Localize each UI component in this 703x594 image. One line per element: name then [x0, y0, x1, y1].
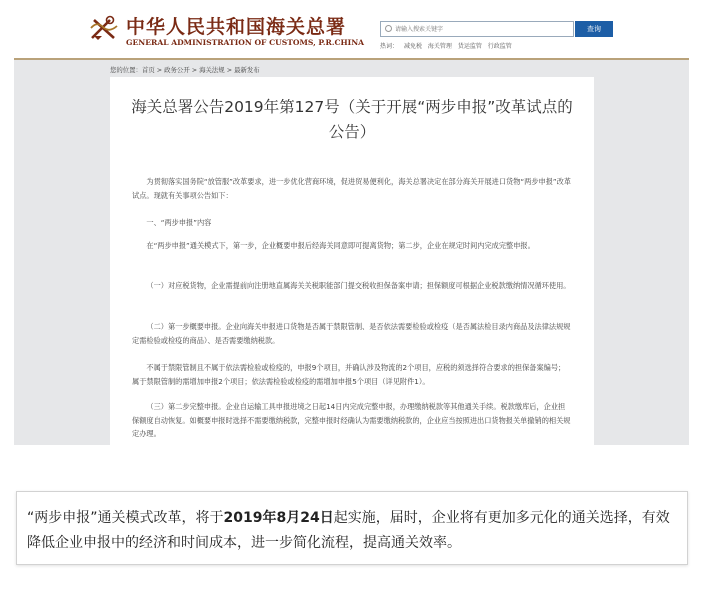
caption-date: 2019年8月24日 — [223, 510, 334, 526]
site-name-english: GENERAL ADMINISTRATION OF CUSTOMS, P.R.CHINA — [126, 38, 365, 47]
caption-text — [27, 506, 677, 556]
document-paragraph: （二）第一步概要申报。企业向海关申报进口货物是否属于禁限管制、是否依法需要检验或检疫（是否属法检目录内商品及法律法规规定需检验或检疫的商品）、是否需要缴纳税款。 — [132, 322, 571, 345]
document-page — [110, 77, 594, 445]
document-title-line: 海关总署公告2019年第127号（关于开展“两步申报”改革试点的 — [131, 98, 573, 116]
document-paragraph: 为贯彻落实国务院“放管服”改革要求，进一步优化营商环境，促进贸易便利化，海关总署决定在部分海关开展进口货物“两步申报”改革试点。现就有关事项公告如下： — [132, 177, 571, 200]
document-paragraph: 在“两步申报”通关模式下，第一步，企业概要申报后经海关同意即可提离货物；第二步，企业在规定时间内完成完整申报。 — [146, 241, 535, 250]
customs-emblem-icon — [88, 12, 120, 44]
document-title-line: 公告） — [328, 123, 376, 141]
document-paragraph: （三）第二步完整申报。企业自运输工具申报进境之日起14日内完成完整申报，办理缴纳税款等其他通关手续。税款缴库后，企业担保额度自动恢复。如概要申报时选择不需要缴纳税款，完整申报时经确认为需要缴纳税款的，企业应当按照进出口货物报关单撤销的相关规定办理。 — [132, 402, 571, 438]
caption-text-end: 起实施，届时，企业将有更加多元化的通关选择，有效降低企业申报中的经济和时间成本，进一步简化流程，提高通关效率。 — [27, 510, 670, 551]
search-input[interactable] — [395, 22, 571, 36]
search-icon — [385, 25, 392, 32]
search-box — [380, 21, 574, 37]
hot-word-link[interactable]: 货运监管 — [457, 43, 482, 50]
document-title — [130, 95, 574, 145]
hot-words — [380, 41, 516, 50]
announcement-screenshot — [14, 0, 689, 445]
hot-words-label: 热词： — [380, 43, 399, 50]
document-paragraph: （一）对应税货物，企业需提前向注册地直属海关关税职能部门提交税收担保备案申请；担保额度可根据企业税款缴纳情况循环使用。 — [146, 281, 571, 290]
header-divider — [14, 58, 689, 60]
search-button[interactable]: 查询 — [575, 21, 613, 37]
caption-text-start: “两步申报”通关模式改革，将于 — [27, 510, 224, 526]
site-header — [14, 0, 689, 58]
site-name-chinese: 中华人民共和国海关总署 — [126, 16, 347, 38]
hot-word-link[interactable]: 行政监管 — [487, 43, 512, 50]
hot-word-link[interactable]: 减免税 — [403, 43, 422, 50]
section-heading: 一、“两步申报”内容 — [146, 218, 212, 227]
document-paragraph: 不属于禁限管制且不属于依法需检验或检疫的，申报9个项目，并确认涉及物流的2个项目，应税的须选择符合要求的担保备案编号；属于禁限管制的需增加申报2个项目；依法需检验或检疫的需增加申报5个项目（详见附件1）。 — [132, 363, 566, 386]
caption-box — [16, 491, 688, 565]
breadcrumb: 您的位置：首页 > 政务公开 > 海关法规 > 最新发布 — [110, 66, 260, 74]
hot-word-link[interactable]: 海关管理 — [427, 43, 452, 50]
